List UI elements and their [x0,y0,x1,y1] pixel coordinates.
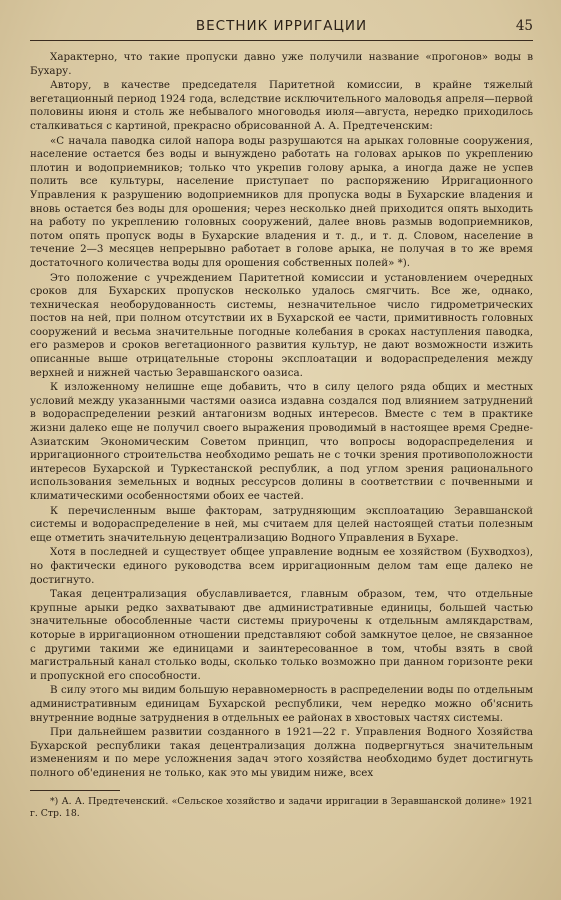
paragraph: Хотя в последней и существует общее управление водным ее хозяйством (Бухводхоз), но фактически единого руководства всем ирригационным делом там еще далеко не достигнуто. [30,546,533,586]
paragraph: К перечисленным выше факторам, затрудняющим эксплоатацию Зеравшанской системы и водораспределение в ней, мы считаем для целей настоящей статьи полезным еще отметить значительную децентрализацию Водного Управления в Бухаре. [30,504,533,544]
footnote-divider [30,790,120,791]
paragraph: К изложенному нелишне еще добавить, что в силу целого ряда общих и местных условий между указанными частями оазиса издавна создался под влиянием затруднений в водораспределении резкий антагонизм водных интересов. Вместе с тем в практике жизни далеко еще не получил своего выражения проводимый в настоящее время Средне-Азиатским Экономическим Советом принцип, что вопросы водораспределения и ирригационного строительства необходимо решать не с точки зрения противоположности интересов Бухарской и Туркестанской республик, а под углом зрения рационального использования земельных и водных рессурсов долины в соответствии с почвенными и климатическими особенностями обоих ее частей. [30,381,533,502]
running-header [30,16,533,41]
article-body [30,51,533,780]
paragraph: Такая децентрализация обуславливается, главным образом, тем, что отдельные крупные арыки редко захватывают две административные единицы, большей частью значительные обособленные части системы приурочены к отдельным амлякдарствам, которые в ирригационном отношении представляют собой замкнутое целое, не связанное с другими такими же единицами и заинтересованное в том, чтобы взять в свой магистральный канал столько воды, сколько только возможно при данном горизонте реки и пропускной его способности. [30,588,533,682]
footnote [30,796,533,820]
page-number: 45 [515,18,533,34]
paragraph: В силу этого мы видим большую неравномерность в распределении воды по отдельным административным единицам Бухарской республики, чем нередко можно об'яснить внутренние водные затруднения в отдельных ее районах в хвостовых частях системы. [30,684,533,724]
paragraph: Это положение с учреждением Паритетной комиссии и установлением очередных сроков для Бухарских пропусков несколько удалось смягчить. Все же, однако, техническая необорудованность системы, незначительное число гидрометрических постов на ней, при полном отсутствии их в Бухарской ее части, примитивность головных сооружений и весьма значительные погодные колебания в сроках наступления паводка, его размеров и сроков вегетационного развития культур, не дают возможности изжить описанные выше отрицательные стороны эксплоатации и водораспределения между верхней и нижней частью Зеравшанского оазиса. [30,271,533,379]
paragraph: При дальнейшем развитии созданного в 1921—22 г. Управления Водного Хозяйства Бухарской республики такая децентрализация должна подвергнуться значительным изменениям и по мере усложнения задач этого хозяйства необходимо будет достигнуть полного об'единения не только, как это мы увидим ниже, всех [30,726,533,779]
footnote-text: *) А. А. Предтеченский. «Сельское хозяйство и задачи ирригации в Зеравшанской долине» 1921 г. Стр. 18. [30,796,533,820]
paragraph: Характерно, что такие пропуски давно уже получили название «прогонов» воды в Бухару. [30,51,533,77]
journal-title: ВЕСТНИК ИРРИГАЦИИ [195,18,368,34]
paragraph: Автору, в качестве председателя Паритетной комиссии, в крайне тяжелый вегетационный период 1924 года, вследствие исключительного маловодья апреля—первой половины июня и столь же небывалого многоводья июля—августа, нередко приходилось сталкиваться с картиной, прекрасно обрисованной А. А. Предтеченским: [30,79,533,132]
quotation-paragraph: «С начала паводка силой напора воды разрушаются на арыках головные сооружения, население остается без воды и вынуждено работать на головах арыков по укреплению плотин и водоприемников; только что укрепив голову арыка, а иногда даже не успев полить все культуры, население приступает по распоряжению Ирригационного Управления к разрушению водоприемников для пропуска воды в Бухарские владения и вновь остается без воды для орошения; через несколько дней приходится опять выходить на работу по укреплению головных сооружений, далее вновь размыв водоприемников, потом опять пропуск воды в Бухарские владения и т. д., и т. д. Словом, население в течение 2—3 месяцев непрерывно работает в голове арыка, не получая в то же время достаточного количества воды для орошения собственных полей» *). [30,134,533,269]
